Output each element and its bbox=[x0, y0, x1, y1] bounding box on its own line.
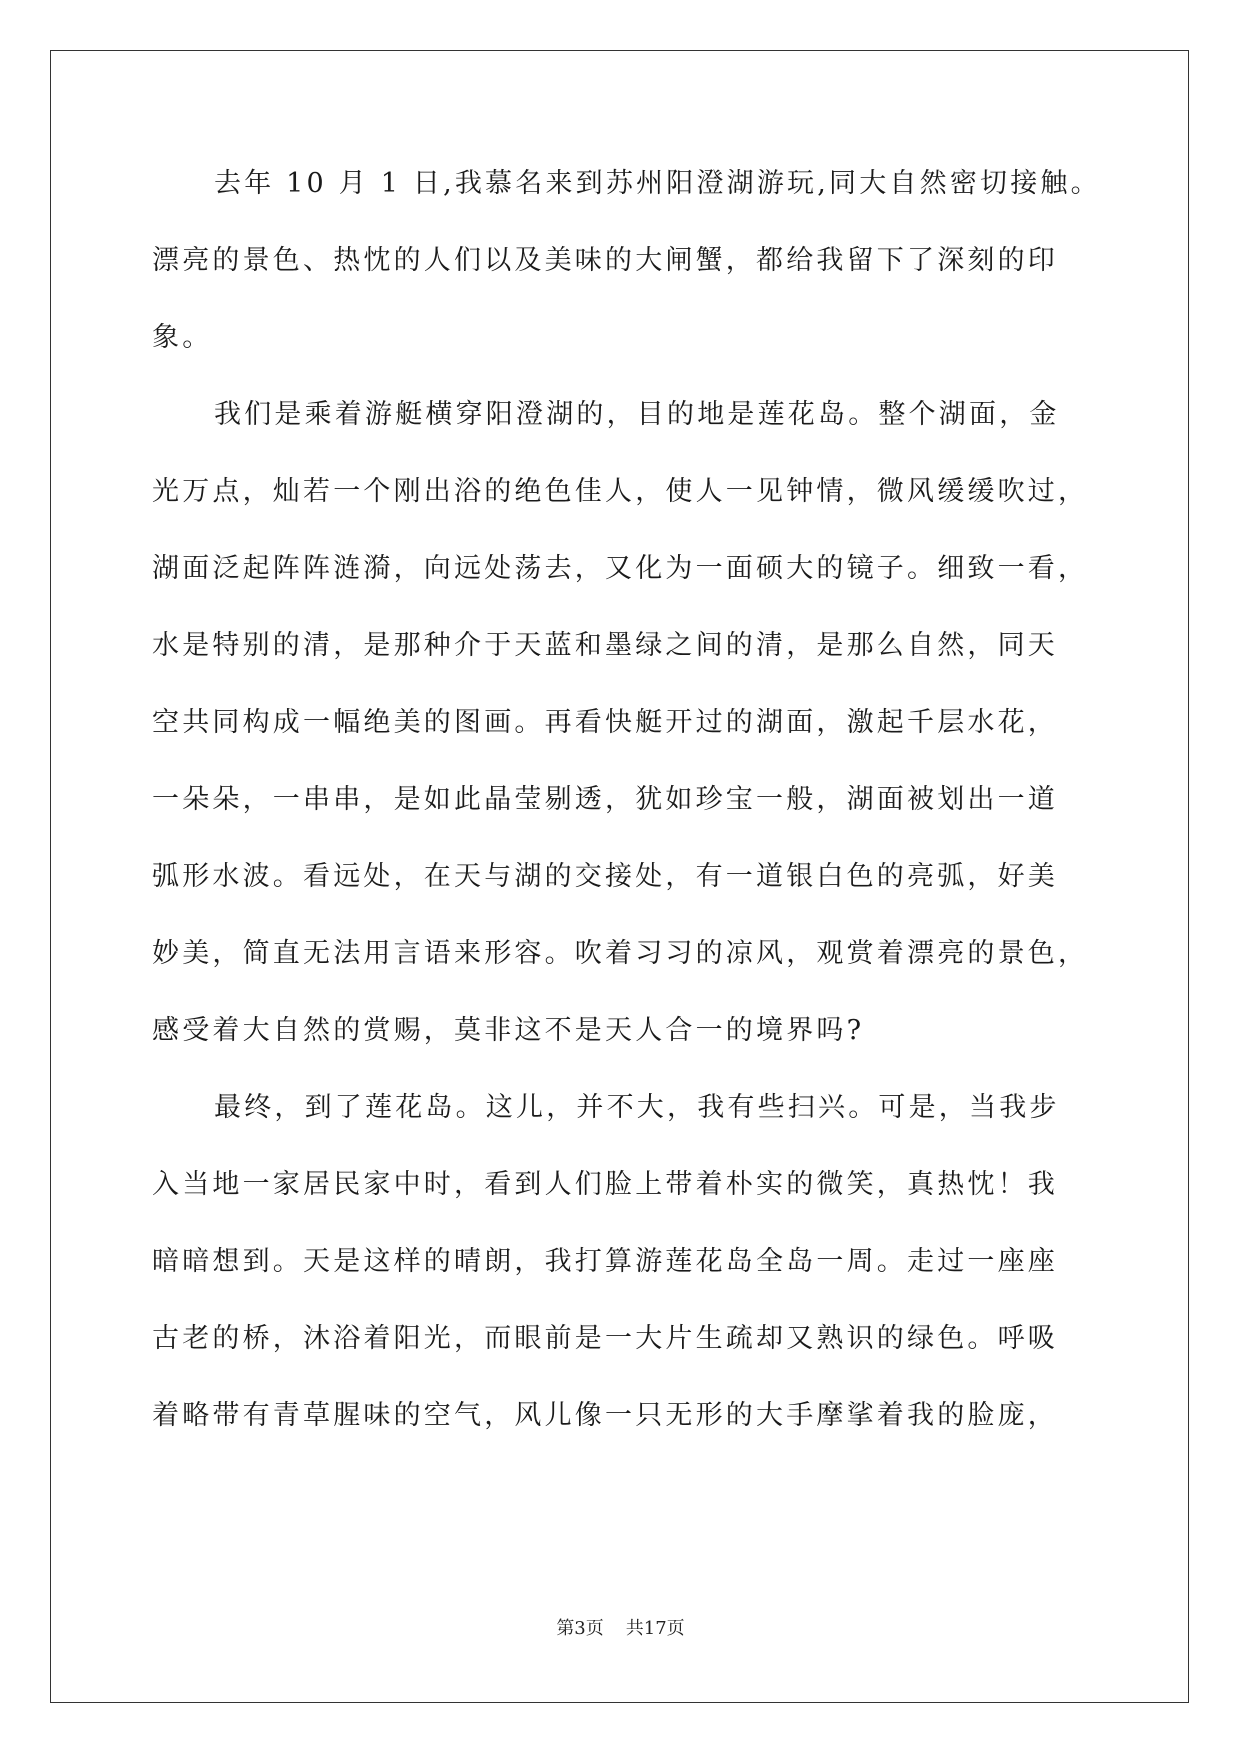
text-line: 弧形水波。看远处，在天与湖的交接处，有一道银白色的亮弧，好美 bbox=[152, 861, 1058, 892]
text-line: 湖面泛起阵阵涟漪，向远处荡去，又化为一面硕大的镜子。细致一看， bbox=[152, 553, 1089, 584]
document-body bbox=[152, 145, 1101, 1454]
paragraph-3 bbox=[152, 1069, 1092, 1454]
text-line: 妙美，简直无法用言语来形容。吹着习习的凉风，观赏着漂亮的景色， bbox=[152, 938, 1089, 969]
text-line: 最终，到了莲花岛。这儿，并不大，我有些扫兴。可是，当我步 bbox=[214, 1092, 1060, 1123]
text-line: 水是特别的清，是那种介于天蓝和墨绿之间的清，是那么自然，同天 bbox=[152, 630, 1058, 661]
text-line: 我们是乘着游艇横穿阳澄湖的，目的地是莲花岛。整个湖面，金 bbox=[214, 399, 1060, 430]
text-line: 感受着大自然的赏赐，莫非这不是天人合一的境界吗? bbox=[152, 1015, 865, 1046]
page-footer bbox=[0, 1614, 1241, 1640]
page-number-total: 共17页 bbox=[625, 1618, 685, 1639]
text-line: 一朵朵，一串串，是如此晶莹剔透，犹如珍宝一般，湖面被划出一道 bbox=[152, 784, 1058, 815]
text-line: 古老的桥，沐浴着阳光，而眼前是一大片生疏却又熟识的绿色。呼吸 bbox=[152, 1323, 1058, 1354]
text-line: 入当地一家居民家中时，看到人们脸上带着朴实的微笑，真热忱！我 bbox=[152, 1169, 1058, 1200]
text-line: 光万点，灿若一个刚出浴的绝色佳人，使人一见钟情，微风缓缓吹过， bbox=[152, 476, 1089, 507]
text-line: 象。 bbox=[152, 322, 213, 353]
text-line: 暗暗想到。天是这样的晴朗，我打算游莲花岛全岛一周。走过一座座 bbox=[152, 1246, 1058, 1277]
page-number-current: 第3页 bbox=[556, 1618, 604, 1639]
text-line: 空共同构成一幅绝美的图画。再看快艇开过的湖面，激起千层水花， bbox=[152, 707, 1058, 738]
paragraph-2 bbox=[152, 376, 1092, 1069]
paragraph-1 bbox=[152, 145, 1101, 376]
text-line: 漂亮的景色、热忱的人们以及美味的大闸蟹，都给我留下了深刻的印 bbox=[152, 245, 1058, 276]
text-line: 去年 10 月 1 日,我慕名来到苏州阳澄湖游玩,同大自然密切接触。 bbox=[214, 168, 1101, 199]
text-line: 着略带有青草腥味的空气，风儿像一只无形的大手摩挲着我的脸庞， bbox=[152, 1400, 1058, 1431]
